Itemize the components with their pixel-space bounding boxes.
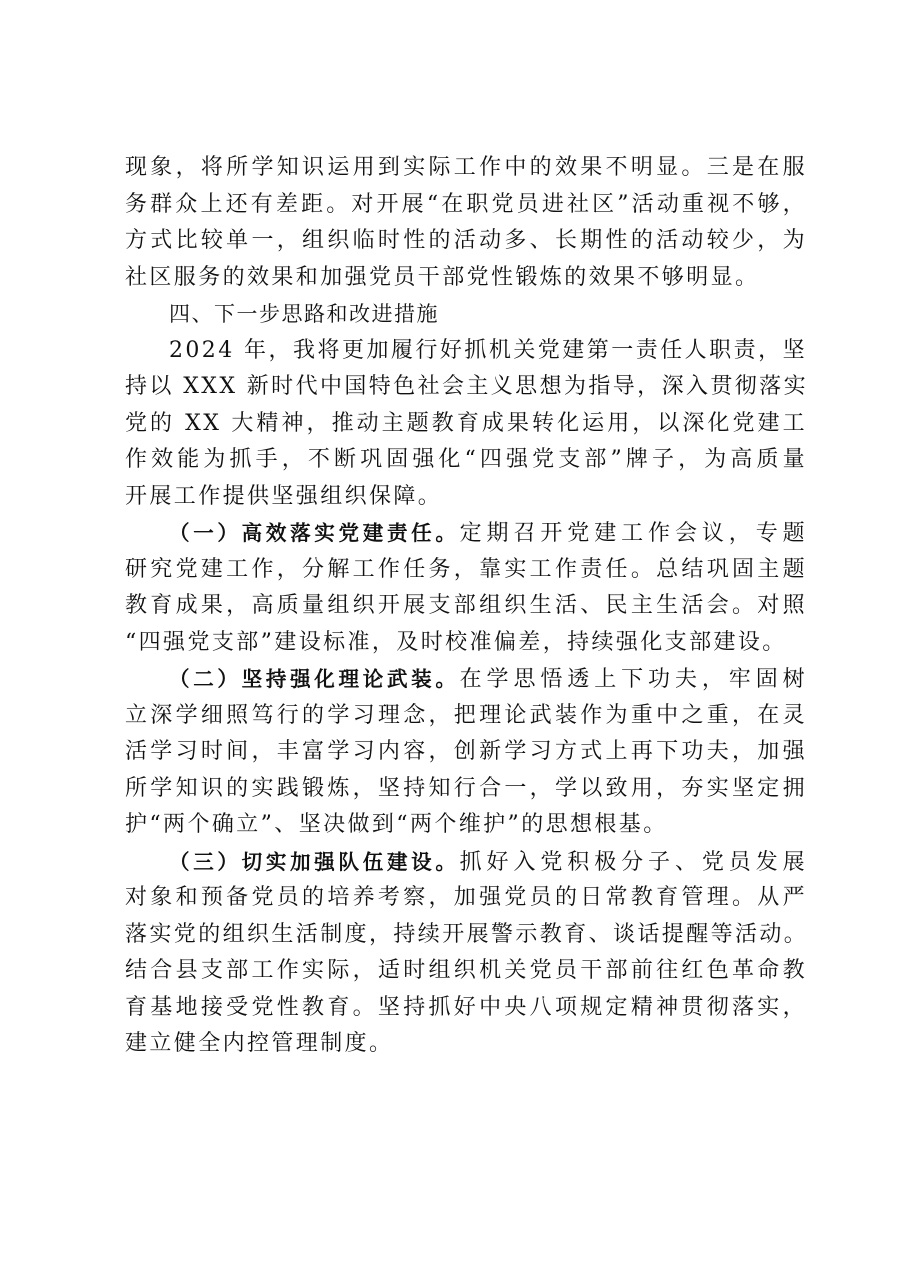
paragraph-line: 对象和预备党员的培养考察，加强党员的日常教育管理。从严 — [125, 885, 807, 910]
paragraph-line: 护“两个确立”、坚决做到“两个维护”的思想根基。 — [125, 812, 668, 837]
item-first-line — [125, 661, 807, 698]
paragraph-line: 2024 年，我将更加履行好抓机关党建第一责任人职责，坚 — [169, 337, 807, 363]
paragraph-line: 结合县支部工作实际，适时组织机关党员干部前往红色革命教 — [125, 958, 807, 983]
paragraph-line: 务群众上还有差距。对开展“在职党员进社区”活动重视不够， — [125, 191, 807, 217]
item-lead: （一）高效落实党建责任。 — [169, 521, 460, 545]
paragraph-line: 方式比较单一，组织临时性的活动多、长期性的活动较少，为 — [125, 228, 807, 253]
paragraph-line: 研究党建工作，分解工作任务，靠实工作责任。总结巩固主题 — [125, 556, 807, 582]
paragraph-line: 所学知识的实践锻炼，坚持知行合一，学以致用，夯实坚定拥 — [125, 775, 807, 801]
paragraph-line: 作效能为抓手，不断巩固强化“四强党支部”牌子，为高质量 — [125, 447, 807, 472]
paragraph-line: 建立健全内控管理制度。 — [125, 1031, 394, 1056]
paragraph-line: 落实党的组织生活制度，持续开展警示教育、谈话提醒等活动。 — [125, 921, 809, 947]
paragraph-line: 党的 XX 大精神，推动主题教育成果转化运用，以深化党建工 — [125, 410, 807, 436]
paragraph-line: 活学习时间，丰富学习内容，创新学习方式上再下功夫，加强 — [125, 739, 807, 764]
item-lead: （二）坚持强化理论武装。 — [169, 667, 460, 691]
paragraph-line: 育基地接受党性教育。坚持抓好中央八项规定精神贯彻落实， — [125, 994, 807, 1020]
paragraph-line: 开展工作提供坚强组织保障。 — [125, 483, 443, 509]
item-first-rest: 抓好入党积极分子、党员发展 — [459, 849, 808, 875]
item-first-line — [125, 844, 807, 881]
paragraph-line: 社区服务的效果和加强党员干部党性锻炼的效果不够明显。 — [125, 264, 760, 290]
section-heading: 四、下一步思路和改进措施 — [169, 302, 439, 326]
item-first-line — [125, 515, 807, 552]
item-first-rest: 定期召开党建工作会议，专题 — [459, 521, 808, 546]
paragraph-line: 持以 XXX 新时代中国特色社会主义思想为指导，深入贯彻落实 — [125, 374, 808, 399]
paragraph-line: “四强党支部”建设标准，及时校准偏差，持续强化支部建设。 — [125, 629, 787, 655]
paragraph-line: 现象，将所学知识运用到实际工作中的效果不明显。三是在服 — [125, 155, 807, 180]
paragraph-line: 教育成果，高质量组织开展支部组织生活、民主生活会。对照 — [125, 593, 807, 618]
item-first-rest: 在学思悟透上下功夫，牢固树 — [459, 667, 808, 692]
document-body — [125, 150, 807, 1063]
paragraph-line: 立深学细照笃行的学习理念，把理论武装作为重中之重，在灵 — [125, 702, 807, 728]
item-lead: （三）切实加强队伍建设。 — [169, 849, 460, 874]
